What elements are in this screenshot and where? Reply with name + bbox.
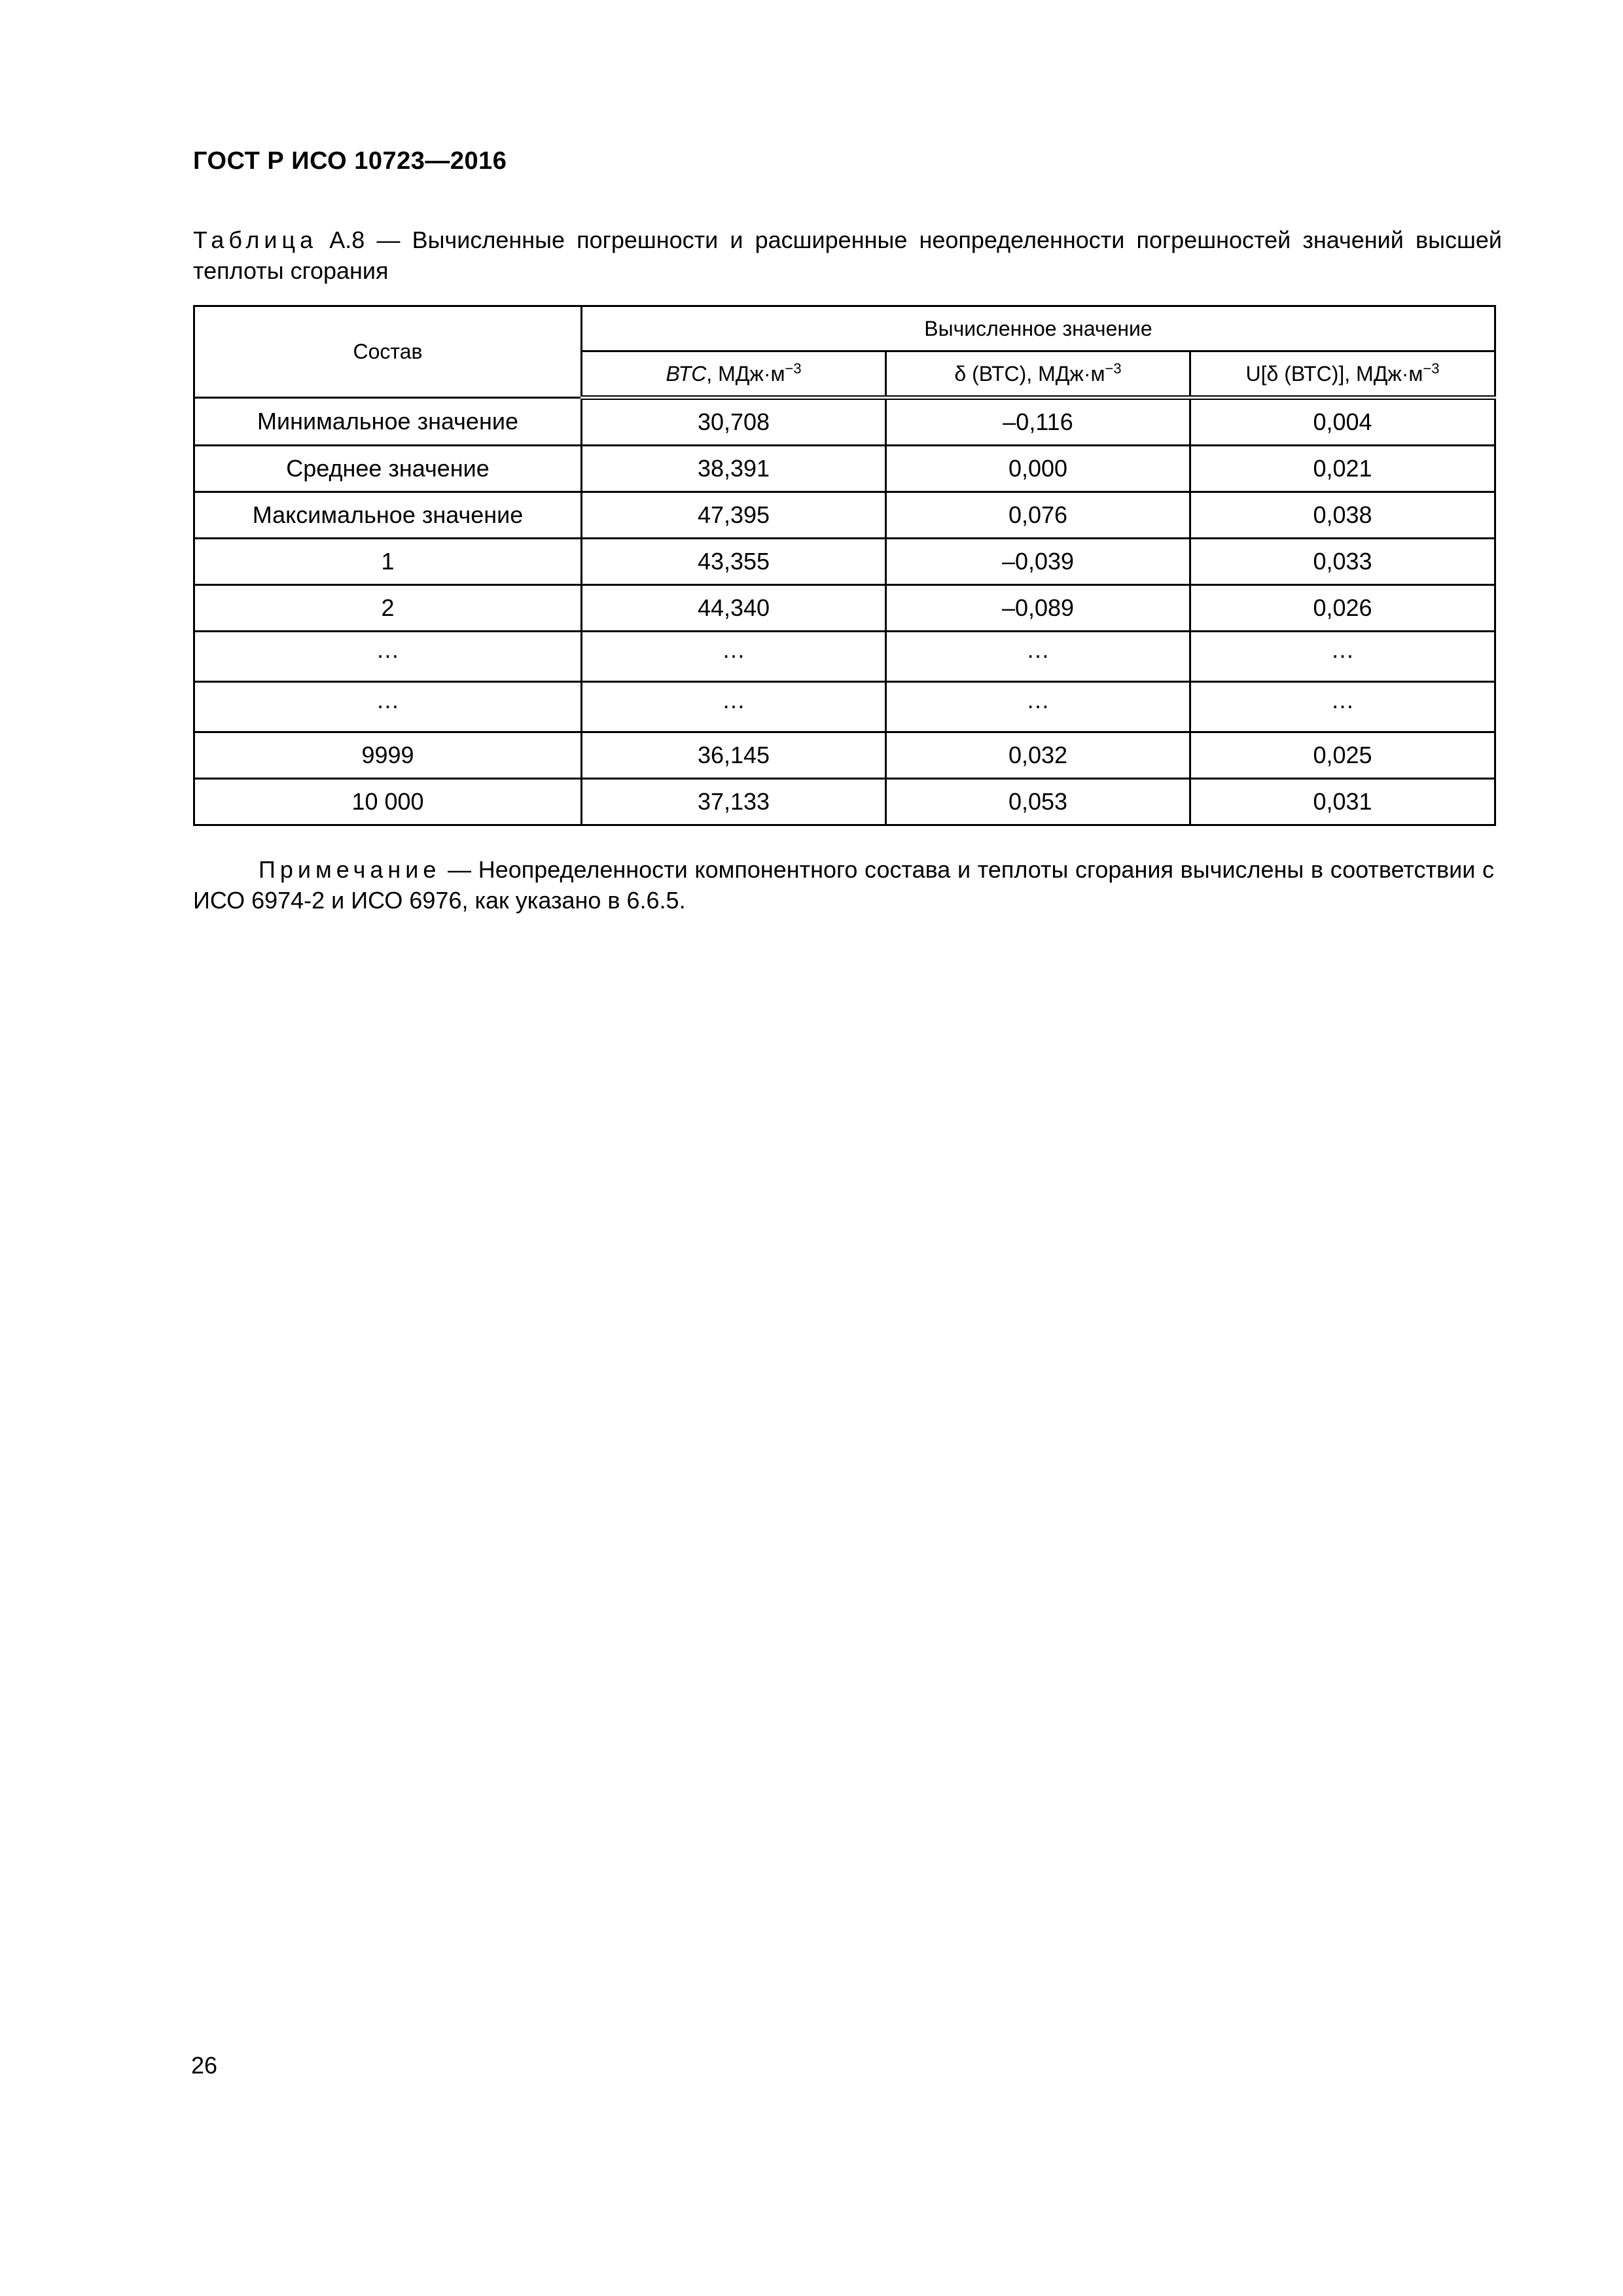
table-row (194, 732, 1495, 779)
header-col-u-delta-btc: U[δ (ВТС)], $МДж\cdot м^{-3}$ (1190, 351, 1495, 398)
header-col-delta-btc: δ (ВТС), $МДж\cdot м^{-3}$ (886, 351, 1190, 398)
cell-btc: 38,391 (582, 446, 886, 492)
table-row (194, 446, 1495, 492)
header-col-btc: ВТС, $МДж\cdot м^{-3}$ (582, 351, 886, 398)
header-col-btc-main: ВТС (666, 361, 707, 386)
cell-delta: … (886, 632, 1190, 682)
page-number: 26 (191, 2052, 218, 2079)
cell-delta: –0,039 (886, 539, 1190, 585)
cell-composition: 9999 (194, 732, 582, 779)
table-caption (193, 224, 1502, 286)
cell-composition: Минимальное значение (194, 398, 582, 446)
cell-btc: 44,340 (582, 585, 886, 632)
data-table (193, 305, 1496, 826)
table-row (194, 492, 1495, 539)
cell-delta: –0,089 (886, 585, 1190, 632)
cell-uncertainty: 0,038 (1190, 492, 1495, 539)
table-note (193, 854, 1494, 916)
caption-text: А.8 — Вычисленные погрешности и расширенные неопределенности погрешностей значений высшей теплоты сгорания (193, 226, 1502, 284)
cell-btc: 36,145 (582, 732, 886, 779)
cell-btc: 37,133 (582, 779, 886, 825)
caption-prefix: Таблица (193, 226, 318, 253)
cell-composition: Максимальное значение (194, 492, 582, 539)
cell-composition: 10 000 (194, 779, 582, 825)
cell-composition: … (194, 632, 582, 682)
cell-delta: 0,032 (886, 732, 1190, 779)
cell-composition: Среднее значение (194, 446, 582, 492)
cell-delta: –0,116 (886, 398, 1190, 446)
cell-delta: 0,076 (886, 492, 1190, 539)
cell-uncertainty: 0,021 (1190, 446, 1495, 492)
cell-uncertainty: … (1190, 632, 1495, 682)
table-row (194, 585, 1495, 632)
cell-composition: 1 (194, 539, 582, 585)
cell-delta: 0,053 (886, 779, 1190, 825)
table-row (194, 779, 1495, 825)
cell-uncertainty: 0,026 (1190, 585, 1495, 632)
cell-btc: 43,355 (582, 539, 886, 585)
cell-uncertainty: 0,031 (1190, 779, 1495, 825)
cell-btc: 30,708 (582, 398, 886, 446)
header-col-delta-main: δ (ВТС) (954, 361, 1027, 386)
cell-uncertainty: 0,025 (1190, 732, 1495, 779)
header-computed-value: Вычисленное значение (582, 306, 1495, 351)
cell-uncertainty: … (1190, 682, 1495, 732)
cell-delta: 0,000 (886, 446, 1190, 492)
cell-composition: 2 (194, 585, 582, 632)
cell-composition: … (194, 682, 582, 732)
note-text: — Неопределенности компонентного состава и теплоты сгорания вычислены в соответствии с ИСО 6974-2 и ИСО 6976, как указано в 6.6.5. (193, 856, 1494, 914)
cell-uncertainty: 0,033 (1190, 539, 1495, 585)
cell-btc: 47,395 (582, 492, 886, 539)
cell-delta: … (886, 682, 1190, 732)
document-code: ГОСТ Р ИСО 10723—2016 (193, 147, 507, 175)
table-row (194, 632, 1495, 682)
header-col-u-main: U[δ (ВТС)] (1245, 361, 1345, 386)
header-composition: Состав (194, 306, 582, 398)
note-prefix: Примечание (259, 856, 441, 883)
table-row (194, 398, 1495, 446)
cell-uncertainty: 0,004 (1190, 398, 1495, 446)
cell-btc: … (582, 632, 886, 682)
table-row (194, 539, 1495, 585)
cell-btc: … (582, 682, 886, 732)
table-row (194, 682, 1495, 732)
